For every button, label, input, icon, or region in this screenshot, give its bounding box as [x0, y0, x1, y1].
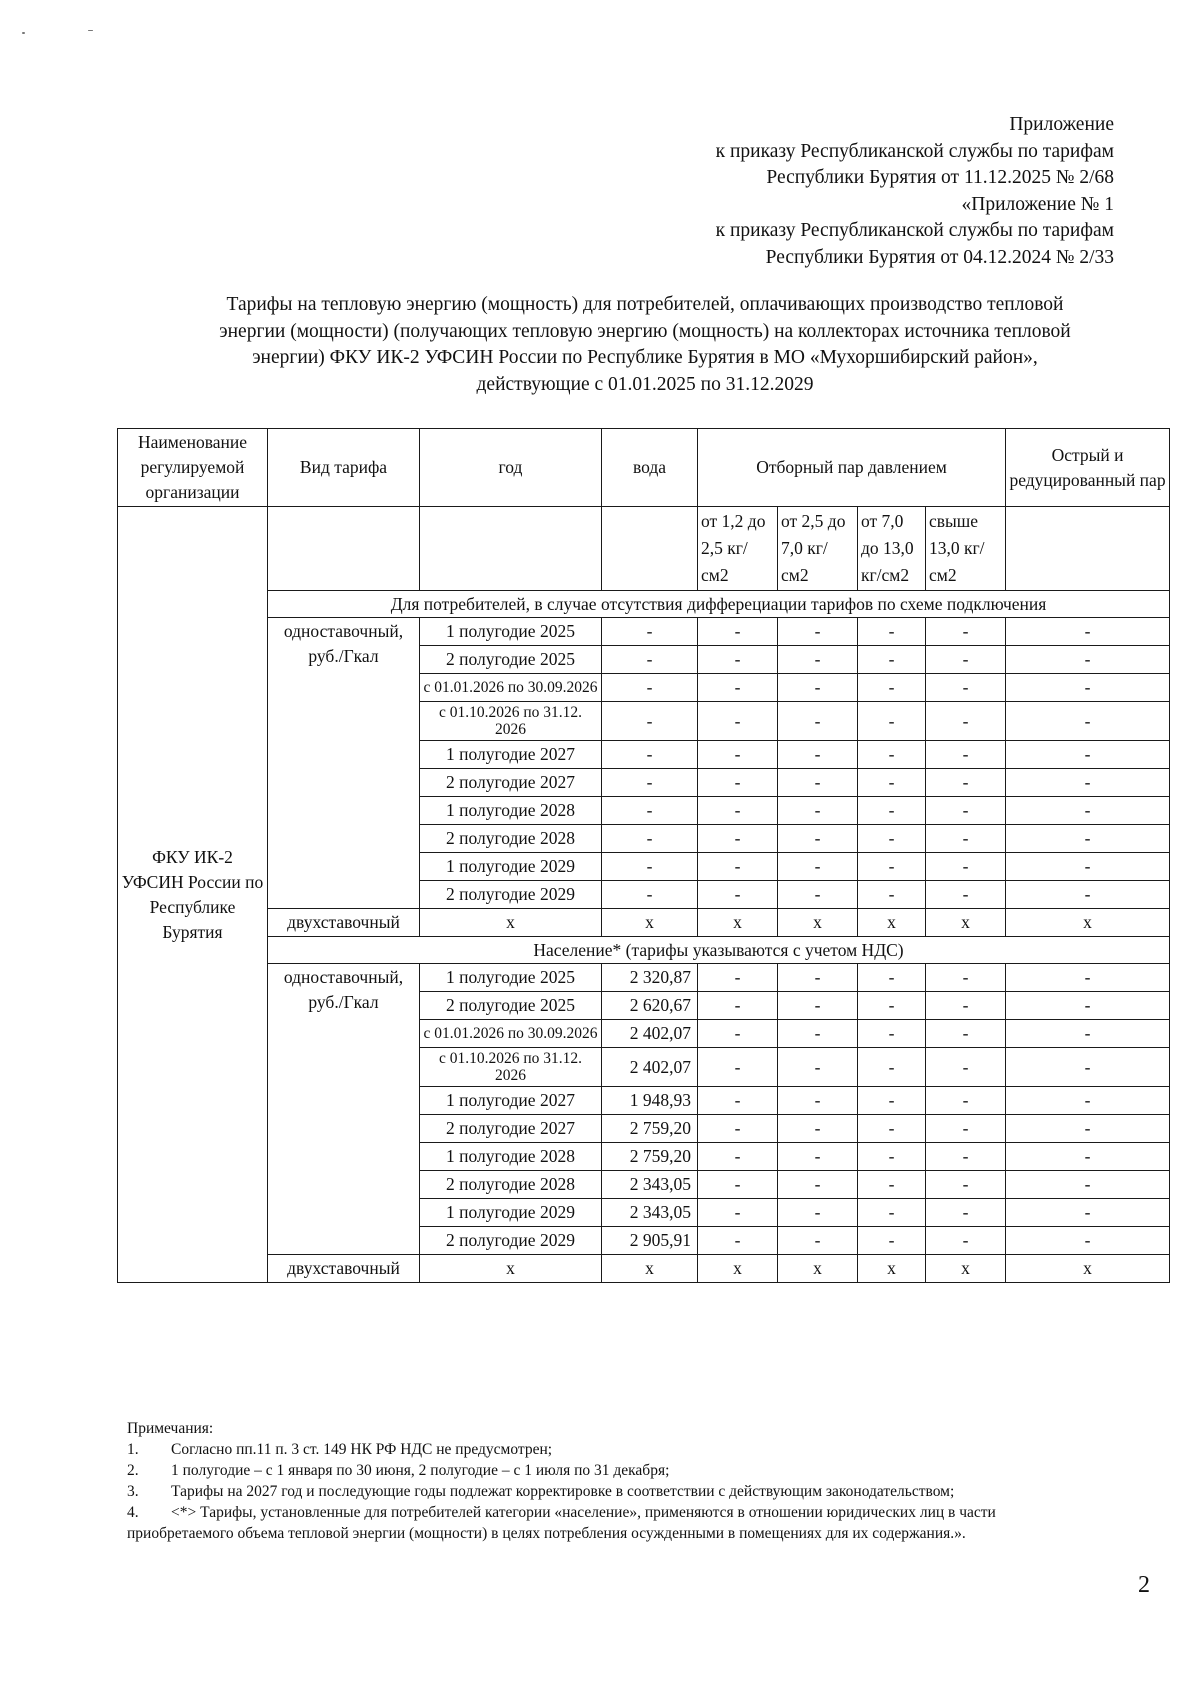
- table-row: [118, 618, 1170, 646]
- tariff-value: -: [858, 646, 926, 674]
- tariff-value: x: [420, 1255, 602, 1283]
- period-cell: 2 полугодие 2029: [420, 881, 602, 909]
- tariff-value: -: [1006, 853, 1170, 881]
- tariff-value: -: [926, 853, 1006, 881]
- tariff-type: двухставочный: [268, 1255, 420, 1283]
- tariff-value: -: [602, 881, 698, 909]
- tariff-value: -: [858, 1115, 926, 1143]
- tariff-value: -: [858, 992, 926, 1020]
- tariff-value: -: [858, 1199, 926, 1227]
- tariff-value: x: [420, 909, 602, 937]
- tariff-value: -: [698, 1087, 778, 1115]
- tariff-value: -: [698, 1115, 778, 1143]
- tariff-value: -: [1006, 741, 1170, 769]
- tariff-value: 2 343,05: [602, 1171, 698, 1199]
- tariff-value: -: [858, 1143, 926, 1171]
- section-title: Население* (тарифы указываются с учетом НДС): [268, 937, 1170, 964]
- tariff-value: -: [1006, 646, 1170, 674]
- tariff-value: -: [926, 769, 1006, 797]
- section-title: Для потребителей, в случае отсутствия дифферециации тарифов по схеме подключения: [268, 591, 1170, 618]
- tariff-value: -: [926, 646, 1006, 674]
- section-row: [118, 937, 1170, 964]
- tariff-value: x: [926, 1255, 1006, 1283]
- title-line: энергии (мощности) (получающих тепловую энергию (мощность) на коллекторах источника тепловой: [219, 320, 1071, 342]
- tariff-value: 2 402,07: [602, 1048, 698, 1087]
- tariff-value: -: [858, 1048, 926, 1087]
- tariff-value: -: [926, 1115, 1006, 1143]
- tariff-value: -: [858, 1171, 926, 1199]
- appendix-line: к приказу Республиканской службы по тарифам: [715, 220, 1114, 241]
- period-cell: с 01.10.2026 по 31.12. 2026: [420, 1048, 602, 1087]
- period-cell: 2 полугодие 2027: [420, 769, 602, 797]
- tariff-value: 2 320,87: [602, 964, 698, 992]
- tariff-value: -: [858, 618, 926, 646]
- two-rate-row: [118, 1255, 1170, 1283]
- tariff-value: -: [698, 741, 778, 769]
- tariff-value: -: [698, 1199, 778, 1227]
- tariff-value: x: [778, 1255, 858, 1283]
- tariff-value: -: [926, 881, 1006, 909]
- tariff-value: -: [1006, 1115, 1170, 1143]
- empty-cell: [602, 507, 698, 591]
- tariff-value: -: [926, 992, 1006, 1020]
- period-cell: 2 полугодие 2029: [420, 1227, 602, 1255]
- tariff-value: -: [926, 1227, 1006, 1255]
- tariff-value: -: [1006, 825, 1170, 853]
- scan-speck: [88, 30, 93, 31]
- appendix-line: «Приложение № 1: [961, 193, 1114, 215]
- title-line: Тарифы на тепловую энергию (мощность) для потребителей, оплачивающих производство тепловой: [226, 294, 1064, 315]
- header-tariff-type: Вид тарифа: [268, 429, 420, 507]
- tariff-value: -: [926, 1143, 1006, 1171]
- tariff-value: -: [602, 769, 698, 797]
- pressure-header-row: [118, 507, 1170, 591]
- tariff-value: -: [778, 797, 858, 825]
- appendix-header: [494, 112, 1114, 271]
- pressure-range: свыше 13,0 кг/см2: [926, 507, 1006, 591]
- tariff-value: -: [698, 702, 778, 741]
- tariff-value: -: [698, 646, 778, 674]
- tariff-value: -: [698, 797, 778, 825]
- period-cell: 2 полугодие 2028: [420, 1171, 602, 1199]
- section-row: [118, 591, 1170, 618]
- tariff-value: -: [926, 797, 1006, 825]
- header-year: год: [420, 429, 602, 507]
- tariff-value: -: [858, 769, 926, 797]
- tariff-value: -: [926, 1171, 1006, 1199]
- tariff-value: -: [858, 797, 926, 825]
- period-cell: 1 полугодие 2028: [420, 797, 602, 825]
- tariff-value: -: [1006, 1087, 1170, 1115]
- note-text: 1 полугодие – с 1 января по 30 июня, 2 полугодие – с 1 июля по 31 декабря;: [171, 1462, 670, 1479]
- tariff-value: x: [698, 909, 778, 937]
- tariff-value: x: [858, 909, 926, 937]
- tariff-value: -: [602, 674, 698, 702]
- tariff-value: -: [778, 702, 858, 741]
- tariff-value: -: [1006, 769, 1170, 797]
- period-cell: 1 полугодие 2025: [420, 618, 602, 646]
- tariff-value: -: [858, 674, 926, 702]
- org-name: ФКУ ИК-2 УФСИН России по Республике Бурятия: [118, 507, 268, 1283]
- tariff-value: x: [1006, 1255, 1170, 1283]
- title-line: действующие с 01.01.2025 по 31.12.2029: [476, 373, 814, 395]
- tariff-value: -: [698, 1227, 778, 1255]
- tariff-value: -: [778, 992, 858, 1020]
- note-text: Согласно пп.11 п. 3 ст. 149 НК РФ НДС не предусмотрен;: [171, 1441, 553, 1458]
- tariff-value: 2 620,67: [602, 992, 698, 1020]
- tariff-value: -: [858, 825, 926, 853]
- tariff-value: -: [698, 674, 778, 702]
- tariff-value: -: [778, 964, 858, 992]
- tariff-value: x: [698, 1255, 778, 1283]
- tariff-value: -: [1006, 674, 1170, 702]
- tariff-value: -: [778, 1143, 858, 1171]
- tariff-value: -: [1006, 1171, 1170, 1199]
- tariff-value: -: [778, 1048, 858, 1087]
- period-cell: 2 полугодие 2025: [420, 992, 602, 1020]
- tariff-type: двухставочный: [268, 909, 420, 937]
- tariff-value: -: [926, 741, 1006, 769]
- tariff-value: -: [778, 1020, 858, 1048]
- period-cell: 1 полугодие 2027: [420, 741, 602, 769]
- tariff-value: -: [778, 674, 858, 702]
- tariff-value: -: [698, 853, 778, 881]
- header-water: вода: [602, 429, 698, 507]
- tariff-value: -: [1006, 618, 1170, 646]
- tariff-value: -: [778, 881, 858, 909]
- note-item: [127, 1460, 1167, 1481]
- tariff-value: -: [1006, 702, 1170, 741]
- tariff-value: -: [926, 618, 1006, 646]
- tariff-value: -: [1006, 797, 1170, 825]
- tariff-value: -: [1006, 964, 1170, 992]
- tariff-value: -: [778, 1171, 858, 1199]
- tariff-value: 2 905,91: [602, 1227, 698, 1255]
- period-cell: 2 полугодие 2027: [420, 1115, 602, 1143]
- scan-speck: [22, 32, 25, 34]
- tariff-value: 2 402,07: [602, 1020, 698, 1048]
- tariff-value: -: [926, 1048, 1006, 1087]
- appendix-line: Приложение: [1009, 114, 1114, 135]
- tariff-value: -: [698, 992, 778, 1020]
- tariff-value: -: [858, 741, 926, 769]
- tariff-value: -: [778, 1087, 858, 1115]
- tariff-value: -: [926, 674, 1006, 702]
- note-item: [127, 1439, 1167, 1460]
- tariff-value: -: [926, 702, 1006, 741]
- title-line: энергии) ФКУ ИК-2 УФСИН России по Республике Бурятия в МО «Мухоршибирский район»,: [252, 347, 1038, 368]
- tariff-value: -: [926, 1087, 1006, 1115]
- period-cell: 1 полугодие 2025: [420, 964, 602, 992]
- tariff-value: 2 759,20: [602, 1115, 698, 1143]
- tariff-value: -: [1006, 1199, 1170, 1227]
- tariff-value: -: [602, 741, 698, 769]
- tariff-value: -: [778, 618, 858, 646]
- period-cell: 1 полугодие 2027: [420, 1087, 602, 1115]
- tariff-value: -: [602, 646, 698, 674]
- tariff-value: -: [1006, 1227, 1170, 1255]
- tariff-value: -: [926, 1199, 1006, 1227]
- tariff-value: -: [698, 964, 778, 992]
- empty-cell: [1006, 507, 1170, 591]
- tariff-value: -: [698, 825, 778, 853]
- tariff-value: -: [858, 1087, 926, 1115]
- tariff-value: -: [858, 702, 926, 741]
- period-cell: с 01.01.2026 по 30.09.2026: [420, 674, 602, 702]
- tariff-value: -: [778, 741, 858, 769]
- note-item: [127, 1502, 1167, 1523]
- header-sharp-steam: Острый и редуцированный пар: [1006, 429, 1170, 507]
- period-cell: 2 полугодие 2028: [420, 825, 602, 853]
- tariff-value: -: [858, 881, 926, 909]
- tariff-type: одноставочный, руб./Гкал: [268, 618, 420, 909]
- tariff-value: -: [698, 618, 778, 646]
- tariff-value: -: [778, 853, 858, 881]
- note-text: Тарифы на 2027 год и последующие годы подлежат корректировке в соответствии с действующим законодательством;: [171, 1483, 955, 1500]
- tariff-value: x: [926, 909, 1006, 937]
- tariff-value: -: [602, 853, 698, 881]
- empty-cell: [268, 507, 420, 591]
- tariff-value: -: [698, 1171, 778, 1199]
- header-org: Наименование регулируемой организации: [118, 429, 268, 507]
- period-cell: 2 полугодие 2025: [420, 646, 602, 674]
- tariff-value: -: [778, 646, 858, 674]
- tariff-value: -: [698, 1048, 778, 1087]
- tariff-value: -: [602, 825, 698, 853]
- tariff-value: -: [602, 618, 698, 646]
- pressure-range: от 2,5 до 7,0 кг/см2: [778, 507, 858, 591]
- note-number: 1.: [127, 1441, 139, 1458]
- period-cell: 1 полугодие 2029: [420, 1199, 602, 1227]
- tariff-value: -: [778, 1199, 858, 1227]
- document-title: [140, 292, 1150, 398]
- tariff-value: -: [602, 797, 698, 825]
- tariff-value: -: [858, 1227, 926, 1255]
- tariff-value: -: [698, 1020, 778, 1048]
- tariff-value: -: [778, 769, 858, 797]
- tariff-type: одноставочный, руб./Гкал: [268, 964, 420, 1255]
- notes: [127, 1418, 1167, 1544]
- tariff-value: x: [602, 909, 698, 937]
- note-number: 2.: [127, 1462, 139, 1479]
- tariff-value: x: [1006, 909, 1170, 937]
- tariff-value: -: [778, 1227, 858, 1255]
- tariff-value: x: [778, 909, 858, 937]
- tariff-value: -: [926, 964, 1006, 992]
- tariff-value: -: [602, 702, 698, 741]
- tariff-value: -: [698, 1143, 778, 1171]
- note-continuation: приобретаемого объема тепловой энергии (мощности) в целях потребления осужденными в помещениях для их содержания.».: [127, 1525, 966, 1542]
- appendix-line: Республики Бурятия от 04.12.2024 № 2/33: [765, 246, 1114, 268]
- tariff-value: -: [1006, 1143, 1170, 1171]
- table-row: [118, 964, 1170, 992]
- note-item: [127, 1481, 1167, 1502]
- tariff-value: -: [698, 881, 778, 909]
- note-number: 3.: [127, 1483, 139, 1500]
- note-text: <*> Тарифы, установленные для потребителей категории «население», применяются в отношении юридических лиц в части: [171, 1504, 996, 1521]
- appendix-line: Республики Бурятия от 11.12.2025 № 2/68: [766, 167, 1114, 188]
- tariff-value: 2 343,05: [602, 1199, 698, 1227]
- tariff-value: x: [602, 1255, 698, 1283]
- page-number: 2: [1138, 1572, 1150, 1598]
- header-steam: Отборный пар давлением: [698, 429, 1006, 507]
- period-cell: с 01.10.2026 по 31.12. 2026: [420, 702, 602, 741]
- period-cell: 1 полугодие 2029: [420, 853, 602, 881]
- empty-cell: [420, 507, 602, 591]
- header-row: [118, 429, 1170, 507]
- pressure-range: от 1,2 до 2,5 кг/см2: [698, 507, 778, 591]
- tariff-value: x: [858, 1255, 926, 1283]
- tariff-value: -: [926, 1020, 1006, 1048]
- appendix-line: к приказу Республиканской службы по тарифам: [715, 140, 1114, 162]
- period-cell: с 01.01.2026 по 30.09.2026: [420, 1020, 602, 1048]
- tariff-value: 1 948,93: [602, 1087, 698, 1115]
- tariff-value: -: [926, 825, 1006, 853]
- tariff-value: -: [778, 1115, 858, 1143]
- tariff-value: -: [1006, 1020, 1170, 1048]
- tariff-value: -: [1006, 1048, 1170, 1087]
- tariff-table: [117, 428, 1170, 1283]
- tariff-value: -: [1006, 881, 1170, 909]
- tariff-value: -: [858, 1020, 926, 1048]
- tariff-value: -: [858, 853, 926, 881]
- tariff-value: -: [858, 964, 926, 992]
- two-rate-row: [118, 909, 1170, 937]
- tariff-value: -: [698, 769, 778, 797]
- note-number: 4.: [127, 1504, 139, 1521]
- tariff-value: -: [778, 825, 858, 853]
- period-cell: 1 полугодие 2028: [420, 1143, 602, 1171]
- notes-heading: Примечания:: [127, 1420, 214, 1437]
- tariff-value: 2 759,20: [602, 1143, 698, 1171]
- pressure-range: от 7,0 до 13,0 кг/см2: [858, 507, 926, 591]
- tariff-value: -: [1006, 992, 1170, 1020]
